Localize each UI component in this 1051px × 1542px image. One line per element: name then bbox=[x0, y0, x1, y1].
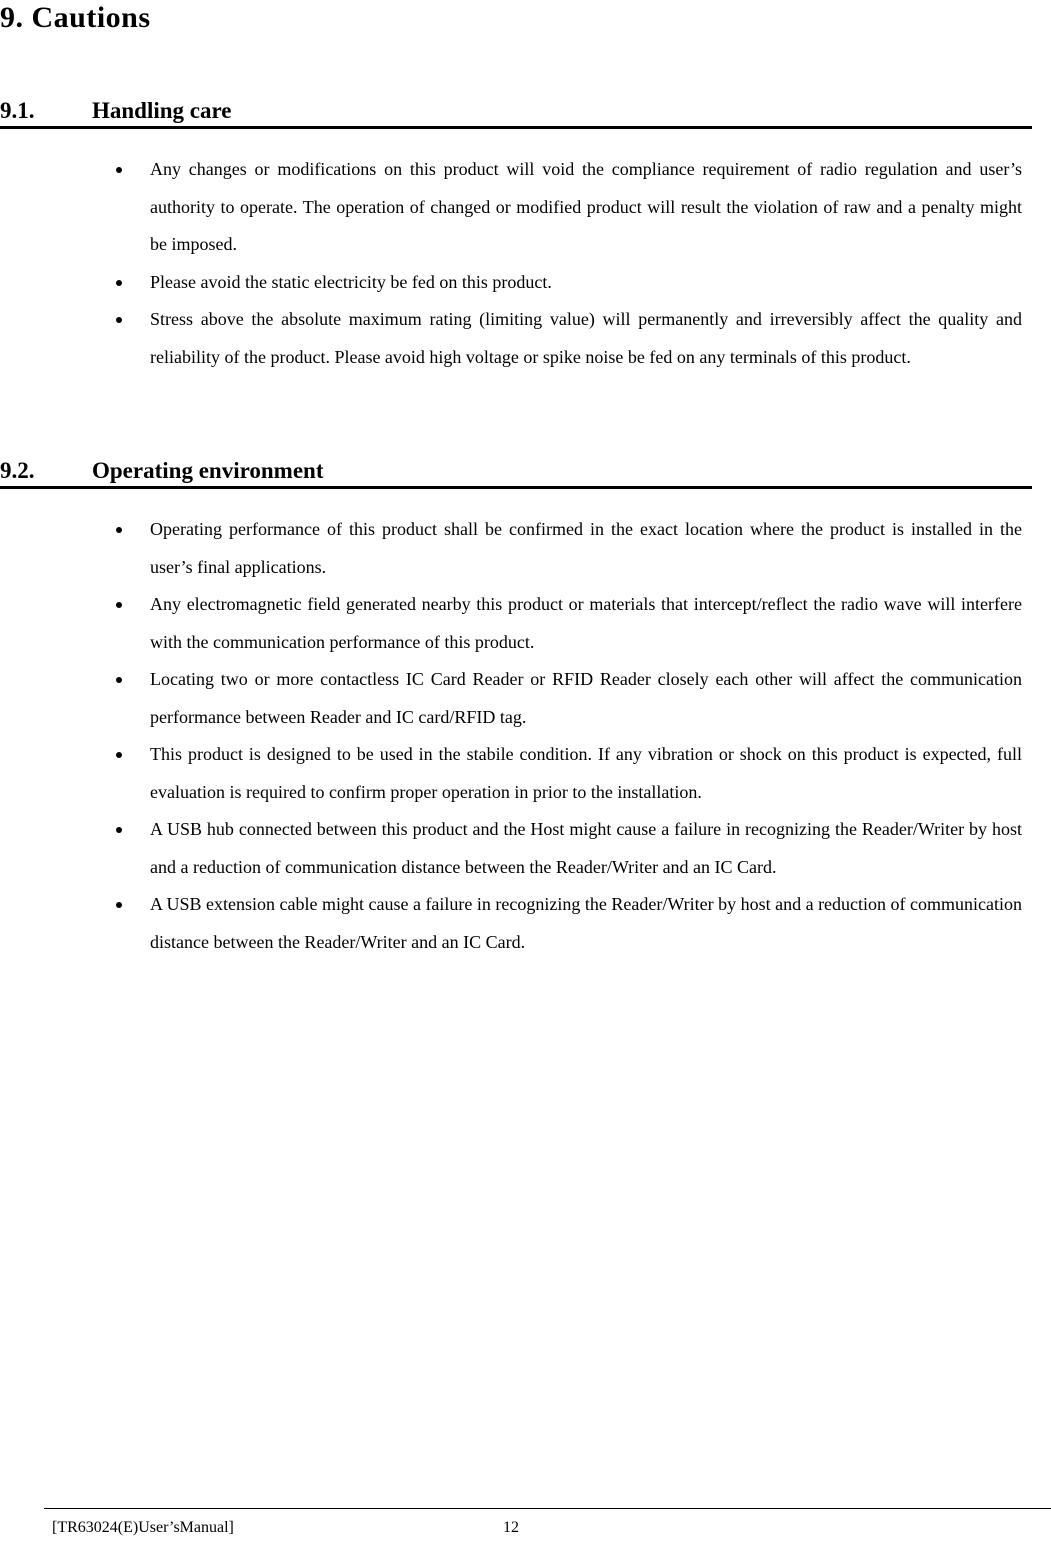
list-item-text: Any changes or modifications on this product will void the compliance requirement of radio regulation and user’s authority to operate. The operation of changed or modified product will result the violation of raw and a penalty might be imposed. bbox=[150, 159, 1022, 254]
section-operating-environment bbox=[0, 450, 1032, 961]
bullet-list bbox=[0, 151, 1032, 376]
bullet-icon bbox=[116, 902, 122, 908]
page-title: 9. Cautions bbox=[0, 1, 151, 34]
section-title: Operating environment bbox=[92, 458, 324, 483]
bullet-icon bbox=[116, 167, 122, 173]
footer-document-name: [TR63024(E)User’sManual] bbox=[52, 1519, 234, 1536]
bullet-icon bbox=[116, 602, 122, 608]
list-item-text: Stress above the absolute maximum rating (limiting value) will permanently and irreversibly affect the quality and reliability of the product. Please avoid high voltage or spike noise be fed on any terminals of this product. bbox=[150, 309, 1022, 367]
bullet-icon bbox=[116, 827, 122, 833]
bullet-icon bbox=[116, 280, 122, 286]
section-title: Handling care bbox=[92, 98, 232, 123]
list-item-text: A USB extension cable might cause a failure in recognizing the Reader/Writer by host and a reduction of communication distance between the Reader/Writer and an IC Card. bbox=[150, 894, 1023, 952]
list-item-text: Please avoid the static electricity be fed on this product. bbox=[150, 271, 552, 292]
section-heading bbox=[0, 450, 1032, 489]
list-item bbox=[150, 661, 1022, 736]
list-item bbox=[150, 301, 1022, 376]
list-item bbox=[150, 511, 1022, 586]
bullet-icon bbox=[116, 752, 122, 758]
section-number: 9.1. bbox=[0, 98, 35, 123]
list-item bbox=[150, 811, 1022, 886]
list-item bbox=[150, 264, 1022, 302]
footer-page-number: 12 bbox=[503, 1519, 519, 1536]
list-item bbox=[150, 151, 1022, 264]
section-handling-care bbox=[0, 90, 1032, 376]
list-item-text: A USB hub connected between this product and the Host might cause a failure in recognizing the Reader/Writer by host and a reduction of communication distance between the Reader/Writer and an IC Card. bbox=[150, 819, 1022, 877]
list-item bbox=[150, 586, 1022, 661]
bullet-list bbox=[0, 511, 1032, 961]
bullet-icon bbox=[116, 677, 122, 683]
bullet-icon bbox=[116, 527, 122, 533]
bullet-icon bbox=[116, 317, 122, 323]
footer-divider bbox=[44, 1508, 1051, 1509]
list-item-text: This product is designed to be used in the stabile condition. If any vibration or shock on this product is expected, full evaluation is required to confirm proper operation in prior to the installation. bbox=[150, 744, 1022, 802]
section-heading bbox=[0, 90, 1032, 129]
list-item-text: Operating performance of this product shall be confirmed in the exact location where the product is installed in the user’s final applications. bbox=[150, 519, 1022, 577]
list-item bbox=[150, 886, 1022, 961]
list-item bbox=[150, 736, 1022, 811]
list-item-text: Any electromagnetic field generated nearby this product or materials that intercept/reflect the radio wave will interfere with the communication performance of this product. bbox=[150, 594, 1022, 652]
section-number: 9.2. bbox=[0, 458, 35, 483]
list-item-text: Locating two or more contactless IC Card Reader or RFID Reader closely each other will affect the communication performance between Reader and IC card/RFID tag. bbox=[150, 669, 1022, 727]
